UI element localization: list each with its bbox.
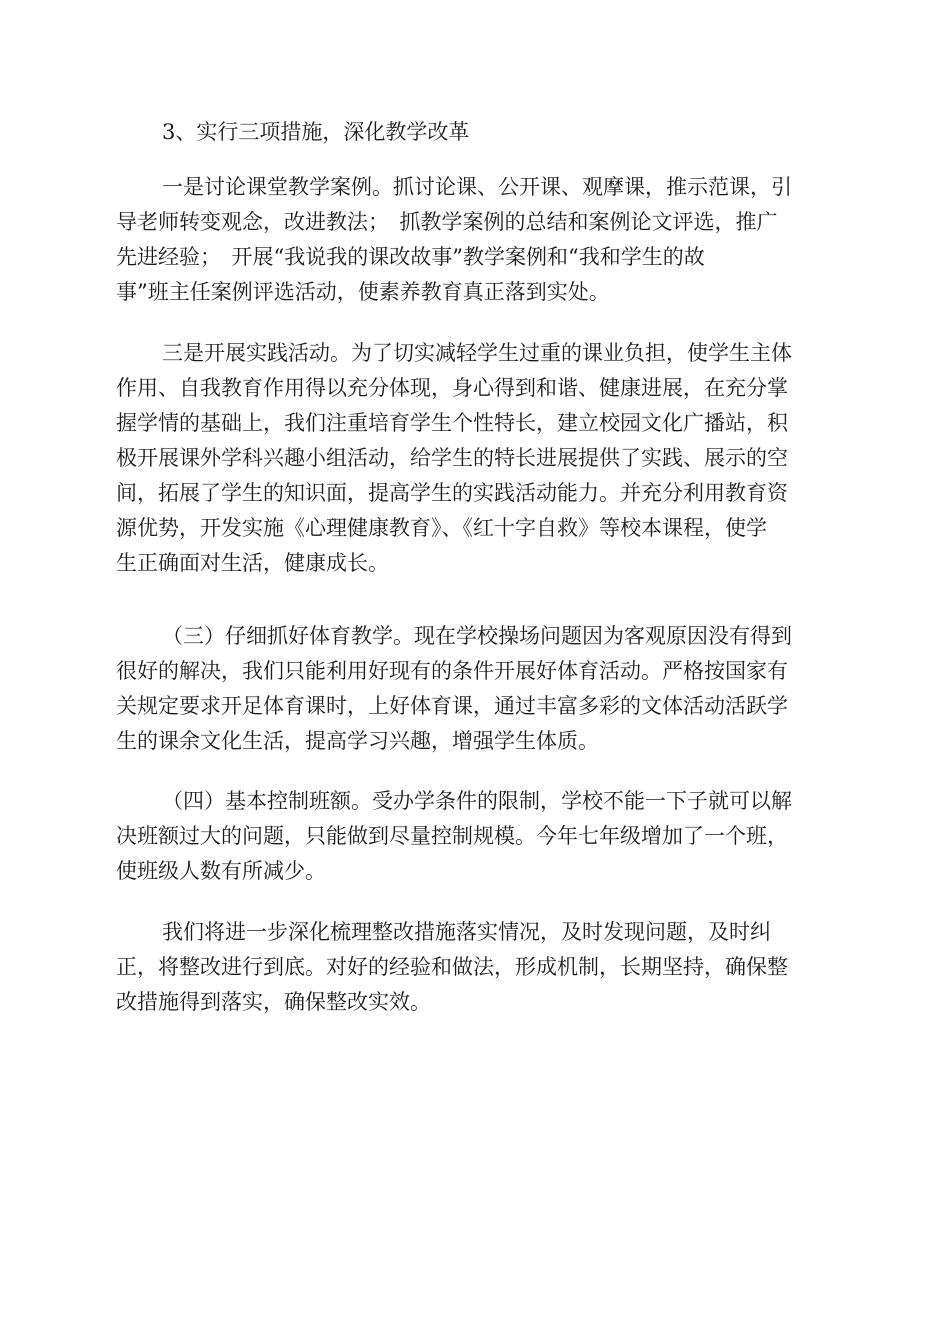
paragraph-line: 改措施得到落实，确保整改实效。 <box>116 990 431 1014</box>
paragraph-line: 间，拓展了学生的知识面，提高学生的实践活动能力。并充分利用教育资 <box>116 481 788 505</box>
paragraph-teaching-cases <box>116 170 836 310</box>
paragraph-line: 很好的解决，我们只能利用好现有的条件开展好体育活动。严格按国家有 <box>116 659 788 683</box>
section-heading: 3、实行三项措施，深化教学改革 <box>162 120 470 144</box>
paragraph-line: 先进经验； 开展“我说我的课改故事”教学案例和“我和学生的故 <box>116 245 705 269</box>
paragraph-line: 生的课余文化生活，提高学习兴趣，增强学生体质。 <box>116 729 599 753</box>
paragraph-physical-education <box>116 619 836 759</box>
paragraph-line: 源优势，开发实施《心理健康教育》、《红十字自救》等校本课程，使学 <box>116 516 767 540</box>
paragraph-line: 握学情的基础上，我们注重培育学生个性特长，建立校园文化广播站，积 <box>116 411 788 435</box>
paragraph-line: 事”班主任案例评选活动，使素养教育真正落到实处。 <box>116 280 610 304</box>
paragraph-line: 关规定要求开足体育课时，上好体育课，通过丰富多彩的文体活动活跃学 <box>116 694 788 718</box>
paragraph-line: 决班额过大的问题，只能做到尽量控制规模。今年七年级增加了一个班， <box>116 824 788 848</box>
paragraph-class-size <box>116 784 836 889</box>
paragraph-line: 正，将整改进行到底。对好的经验和做法，形成机制，长期坚持，确保整 <box>116 955 788 979</box>
paragraph-line: 作用、自我教育作用得以充分体现，身心得到和谐、健康进展，在充分掌 <box>116 376 788 400</box>
paragraph-practice-activities <box>116 336 836 581</box>
paragraph-line: 极开展课外学科兴趣小组活动，给学生的特长进展提供了实践、展示的空 <box>116 446 788 470</box>
paragraph-line: 我们将进一步深化梳理整改措施落实情况，及时发现问题，及时纠 <box>162 920 771 944</box>
paragraph-line: 使班级人数有所减少。 <box>116 859 326 883</box>
paragraph-rectification <box>116 915 836 1020</box>
paragraph-line: 导老师转变观念，改进教法； 抓教学案例的总结和案例论文评选，推广 <box>116 210 778 234</box>
paragraph-line: 一是讨论课堂教学案例。抓讨论课、公开课、观摩课，推示范课，引 <box>162 175 792 199</box>
paragraph-line: （三）仔细抓好体育教学。现在学校操场问题因为客观原因没有得到 <box>162 624 792 648</box>
paragraph-line: （四）基本控制班额。受办学条件的限制，学校不能一下子就可以解 <box>162 789 792 813</box>
paragraph-line: 三是开展实践活动。为了切实减轻学生过重的课业负担，使学生主体 <box>162 341 792 365</box>
paragraph-line: 生正确面对生活，健康成长。 <box>116 551 389 575</box>
